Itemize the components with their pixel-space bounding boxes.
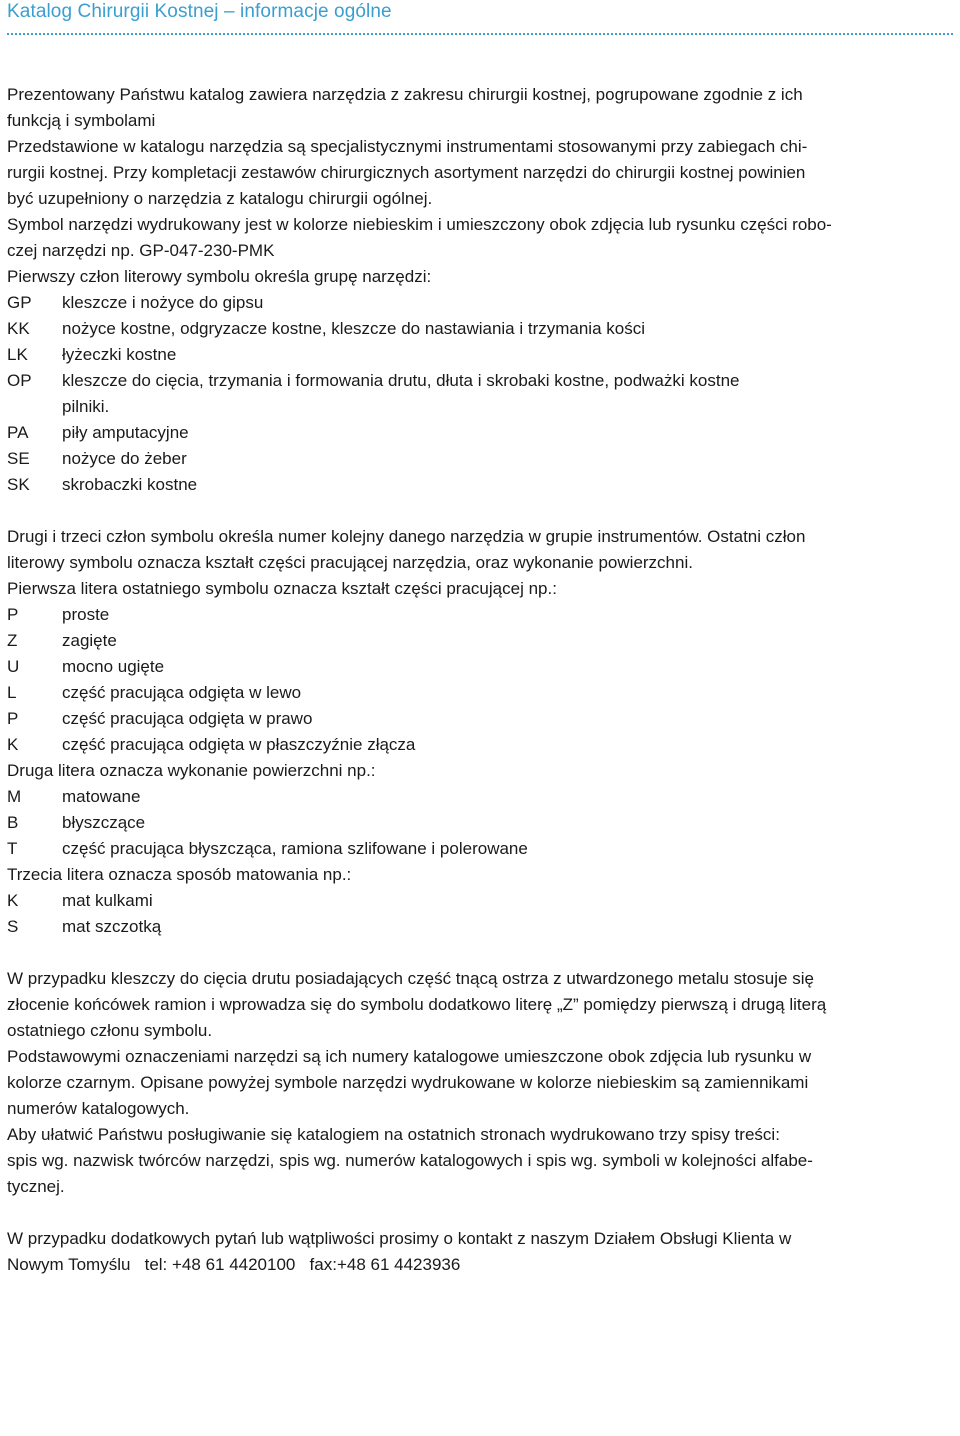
matting-intro: Trzecia litera oznacza sposób matowania np.: [7,865,352,884]
note-line: ostatniego członu symbolu. [7,1021,213,1040]
shape-code: U [7,657,20,676]
list-item [7,810,953,836]
group-desc: skrobaczki kostne [62,475,198,494]
surface-list [7,784,953,862]
spacer [7,498,953,524]
group-desc-line: pilniki. [62,397,110,416]
contact-line: W przypadku dodatkowych pytań lub wątpliwości prosimy o kontakt z naszym Działem Obsługi Klienta w [7,1229,792,1248]
shape-desc: część pracująca odgięta w płaszczyźnie złącza [62,735,416,754]
shape-desc: część pracująca odgięta w lewo [62,683,302,702]
list-item [7,628,953,654]
group-desc: łyżeczki kostne [62,345,177,364]
surface-desc: część pracująca błyszcząca, ramiona szlifowane i polerowane [62,839,528,858]
shape-code: L [7,683,17,702]
list-item [7,732,953,758]
note-line: tycznej. [7,1177,65,1196]
surface-intro: Druga litera oznacza wykonanie powierzchni np.: [7,761,376,780]
list-item [7,368,953,420]
note-line: numerów katalogowych. [7,1099,190,1118]
matting-desc: mat szczotką [62,917,162,936]
intro-line: Prezentowany Państwu katalog zawiera narzędzia z zakresu chirurgii kostnej, pogrupowane zgodnie z ich [7,85,803,104]
list-item [7,342,953,368]
group-code: PA [7,423,29,442]
spacer [7,940,953,966]
group-code: SE [7,449,30,468]
group-desc [62,368,953,420]
group-desc-line: kleszcze do cięcia, trzymania i formowania drutu, dłuta i skrobaki kostne, podważki kostne [62,371,740,390]
group-code: LK [7,345,28,364]
intro-line: być uzupełniony o narzędzia z katalogu chirurgii ogólnej. [7,189,433,208]
surface-code: T [7,839,18,858]
note-line: spis wg. nazwisk twórców narzędzi, spis wg. numerów katalogowych i spis wg. symboli w kolejności alfabe- [7,1151,813,1170]
intro-line: rurgii kostnej. Przy kompletacji zestawów chirurgicznych asortyment narzędzi do chirurgii kostnej powinien [7,163,806,182]
surface-desc: matowane [62,787,141,806]
shape-code: K [7,735,19,754]
shape-code: P [7,605,19,624]
note-line: Podstawowymi oznaczeniami narzędzi są ich numery katalogowe umieszczone obok zdjęcia lub rysunku w [7,1047,812,1066]
group-code: OP [7,371,32,390]
list-item [7,784,953,810]
shape-desc: proste [62,605,110,624]
list-item [7,680,953,706]
numbering-line: literowy symbolu oznacza kształt części pracującej narzędzia, oraz wykonanie powierzchni. [7,553,693,572]
list-item [7,888,953,914]
contact-section [7,1226,953,1278]
spacer [7,1200,953,1226]
matting-desc: mat kulkami [62,891,153,910]
numbering-line: Pierwsza litera ostatniego symbolu oznacza kształt części pracującej np.: [7,579,557,598]
shape-desc: zagięte [62,631,117,650]
surface-code: B [7,813,19,832]
notes-section [7,966,953,1200]
list-item [7,706,953,732]
matting-code: K [7,891,19,910]
intro-line: czej narzędzi np. GP-047-230-PMK [7,241,275,260]
group-code: SK [7,475,30,494]
page-title: Katalog Chirurgii Kostnej – informacje ogólne [7,1,392,22]
group-code: KK [7,319,30,338]
page-header [0,0,960,34]
group-desc: nożyce do żeber [62,449,187,468]
group-list [7,290,953,498]
list-item [7,316,953,342]
document-body [7,82,953,1278]
group-code: GP [7,293,32,312]
list-item [7,420,953,446]
group-desc: piły amputacyjne [62,423,189,442]
list-item [7,290,953,316]
note-line: Aby ułatwić Państwu posługiwanie się katalogiem na ostatnich stronach wydrukowano trzy spisy treści: [7,1125,780,1144]
note-line: W przypadku kleszczy do cięcia drutu posiadających część tnącą ostrza z utwardzonego metalu stosuje się [7,969,814,988]
shape-code: Z [7,631,18,650]
numbering-line: Drugi i trzeci człon symbolu określa numer kolejny danego narzędzia w grupie instrumentów. Ostatni człon [7,527,806,546]
intro-line: Symbol narzędzi wydrukowany jest w kolorze niebieskim i umieszczony obok zdjęcia lub rysunku części robo- [7,215,832,234]
intro-line: funkcją i symbolami [7,111,156,130]
note-line: złocenie końcówek ramion i wprowadza się do symbolu dodatkowo literę „Z” pomiędzy pierwszą i drugą literą [7,995,827,1014]
intro-line: Przedstawione w katalogu narzędzia są specjalistycznymi instrumentami stosowanymi przy zabiegach chi- [7,137,808,156]
header-divider [7,33,953,35]
group-desc: nożyce kostne, odgryzacze kostne, kleszcze do nastawiania i trzymania kości [62,319,645,338]
matting-code: S [7,917,19,936]
list-item [7,914,953,940]
list-item [7,602,953,628]
shape-desc: część pracująca odgięta w prawo [62,709,313,728]
list-item [7,472,953,498]
shape-list [7,602,953,758]
surface-desc: błyszczące [62,813,146,832]
list-item [7,446,953,472]
note-line: kolorze czarnym. Opisane powyżej symbole narzędzi wydrukowane w kolorze niebieskim są zamiennikami [7,1073,809,1092]
group-desc: kleszcze i nożyce do gipsu [62,293,264,312]
shape-desc: mocno ugięte [62,657,165,676]
list-item [7,654,953,680]
intro-section [7,82,953,290]
intro-line: Pierwszy człon literowy symbolu określa grupę narzędzi: [7,267,432,286]
list-item [7,836,953,862]
shape-code: P [7,709,19,728]
matting-list [7,888,953,940]
numbering-section [7,524,953,602]
contact-line: Nowym Tomyślu tel: +48 61 4420100 fax:+48 61 4423936 [7,1255,461,1274]
surface-code: M [7,787,22,806]
